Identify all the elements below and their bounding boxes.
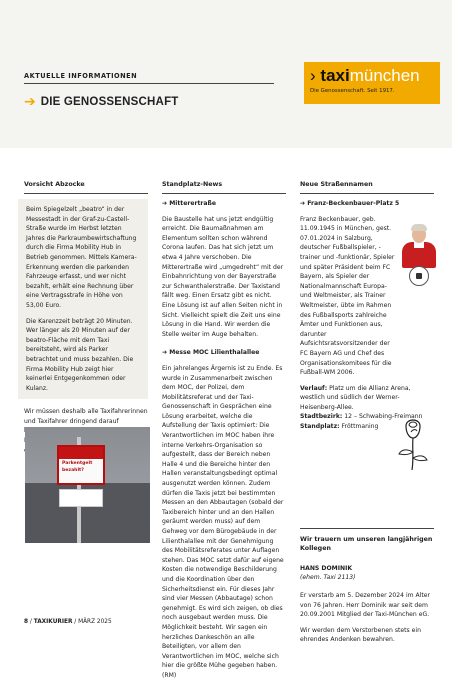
paragraph: Die Karenzzeit beträgt 20 Minuten. Wer länger als 20 Minuten auf der beatro-Fläche mit dem Taxi bereitsteht, wird als Parker betrachtet und muss bezahlen. Die Firma Mobility Hub zeigt hier keinerlei Entgegenkommen oder Kulanz. bbox=[26, 317, 134, 392]
column-standplatz-news bbox=[162, 180, 286, 687]
subheading-messe-moc: ➔ Messe MOC Lilienthalallee bbox=[162, 349, 260, 357]
paragraph: Ein jahrelanges Ärgernis ist zu Ende. Es wurde in Zusammenarbeit zwischen dem MOC, der Polizei, dem Mobilitätsreferat und der Taxi-Genossenschaft in Gesprächen eine Lösung erarbeitet, welche die Aufstellung der Taxis optimiert: Die Verantwortlichen im MOC haben ihre interne Verkehrs-Organisation so aufgestellt, dass der Bereich neben Halle 4 und die Bereiche hinter den Hallen veranstaltungsbedingt optimal ausgenutzt werden können. Zudem dürfen die Taxis jetzt bei bestimmten Messen an den Abbautagen (sobald der Taxibereich hinter und an den Hallen geräumt werden muss) auf dem Gehweg vor dem Bürogebäude in der Lilienthalallee mit der Genehmigung des Mobilitätsreferates unter Auflagen stehen. Das MOC setzt dafür auf eigene Kosten die notwendige Beschilderung und die Koordination über den Sicherheitsdienst ein. Für dieses Jahr sind vier Messen (Abbautage) schon genehmigt. Es wird sich zeigen, ob dies noch ausgebaut werden muss. Die Möglichkeit besteht. Wir sagen ein herzliches Dankeschön an alle Beteiligten, vor allem den Verantwortlichen im MOC, welche sich hier die größte Mühe gegeben haben. (RM) bbox=[162, 364, 284, 679]
header-rule bbox=[24, 83, 274, 84]
sign-title: Parkentgelt bbox=[62, 461, 93, 466]
logo-tagline: Die Genossenschaft. Seit 1917. bbox=[310, 88, 395, 94]
parking-sign bbox=[57, 445, 105, 485]
obituary-title: Wir trauern um unseren langjährigen Kollegen bbox=[300, 528, 434, 554]
arrow-right-icon: ➔ bbox=[162, 349, 170, 357]
logo-taxi: taxi bbox=[320, 66, 350, 85]
page-number: 8 bbox=[24, 619, 29, 625]
page-title bbox=[24, 94, 179, 110]
info-sign bbox=[59, 489, 103, 507]
subheading-beckenbauer-platz: ➔ Franz-Beckenbauer-Platz 5 bbox=[300, 200, 400, 207]
issue-date: / MÄRZ 2025 bbox=[72, 619, 112, 625]
page-footer: 8 / TAXIKURIER / MÄRZ 2025 bbox=[24, 619, 112, 625]
arrow-right-icon: ➔ bbox=[300, 200, 308, 207]
sign-subtitle: bezahlt? bbox=[62, 468, 84, 473]
obituary bbox=[300, 528, 434, 645]
page-title-text: DIE GENOSSENSCHAFT bbox=[40, 96, 179, 108]
logo-wordmark bbox=[310, 66, 434, 86]
beckenbauer-portrait bbox=[400, 224, 438, 288]
column-heading: Neue Straßennamen bbox=[300, 180, 434, 194]
logo-city: münchen bbox=[349, 66, 420, 85]
football-icon bbox=[409, 266, 429, 286]
paragraph: Wir müssen deshalb alle Taxifahrerinnen und Taxifahrer dringend darauf bbox=[24, 408, 148, 425]
column-abzocke bbox=[24, 180, 148, 461]
paragraph: Er verstarb am 5. Dezember 2024 im Alter von 76 Jahren. Herr Dominik war seit dem 20.09.2001 Mitglied der Taxi-München eG. bbox=[300, 592, 431, 619]
chevron-right-icon: › bbox=[310, 66, 316, 85]
paragraph: Franz Beckenbauer, geb. 11.09.1945 in München, gest. 07.01.2024 in Salzburg, deutscher Fußballspieler, -trainer und -funktionär, Spieler und später Präsident beim FC Bayern, als Spieler der Nationalmannschaft Europa- und Weltmeister, als Trainer Weltmeister, übte im Rahmen des Fußballsports zahlreiche Ämter und Funktionen aus, darunter Aufsichtsratsvorsitzender der FC Bayern AG und Chef des Organisationskomitees für die Fußball-WM 2006. bbox=[300, 215, 395, 377]
paragraph: Wir werden dem Verstorbenen stets ein ehrendes Andenken bewahren. bbox=[300, 626, 421, 644]
paragraph: Die Baustelle hat uns jetzt endgültig erreicht. Die Baumaßnahmen am Elementum sollten schon während Corona laufen. Das hat sich jetzt um etwa 4 Jahre verschoben. Die Mitterertraße wird „umgedreht“ mit der Einbahnrichtung von der Bayerstraße zur Schwanthalerstraße. Der Taxistand fällt weg. Einen Ersatz gibt es nicht. Eine Lösung ist auf allen Seiten nicht in Sicht. Vielleicht spielt die Zeit uns eine Lösung in die Hand. Wir werden die Stelle weiter im Auge behalten. bbox=[162, 215, 284, 338]
column-heading: Vorsicht Abzocke bbox=[24, 180, 148, 194]
obituary-alias: (ehem. Taxi 2113) bbox=[300, 574, 356, 582]
street-details: Verlauf: Platz um die Allianz Arena, westlich und südlich der Werner-Heisenberg-Allee. Stadtbezirk: 12 – Schwabing-Freimann Standplatz: Fröttmaning bbox=[300, 384, 423, 431]
arrow-right-icon: ➔ bbox=[162, 200, 170, 207]
magazine-name: TAXIKURIER bbox=[33, 619, 73, 625]
highlight-box bbox=[18, 199, 148, 399]
parking-sign-photo bbox=[25, 427, 150, 543]
taxi-muenchen-logo bbox=[304, 62, 440, 104]
rose-icon bbox=[392, 412, 434, 472]
subheading-mitterertrasse: ➔ Mitterertraße bbox=[162, 200, 217, 207]
paragraph: Beim Spiegelzelt „beatro“ in der Messestadt in der Graf-zu-Castell-Straße wurde im Herbst letzten Jahres die Parkraumbewirtschaftung durch die Firma Mobility Hub in Betrieb genommen. Mittels Kamera-Erkennung werden die parkenden Fahrzeuge erfasst, und wer nicht bezahlt, erhält eine Rechnung über eine Vertragsstrafe in Höhe von 53,00 Euro. bbox=[26, 206, 137, 309]
section-label: AKTUELLE INFORMATIONEN bbox=[24, 72, 138, 80]
arrow-right-icon: ➔ bbox=[24, 94, 36, 110]
obituary-name: HANS DOMINIK bbox=[300, 564, 353, 572]
column-heading: Standplatz-News bbox=[162, 180, 286, 194]
